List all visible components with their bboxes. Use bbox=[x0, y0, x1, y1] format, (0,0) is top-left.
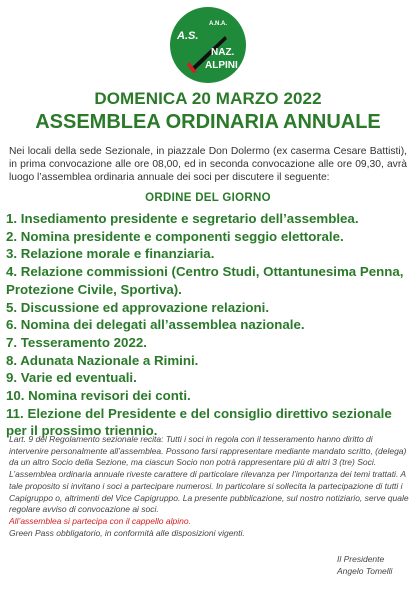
alpini-feather-hat-emblem-icon bbox=[169, 6, 247, 84]
signature-role: Il Presidente bbox=[337, 554, 385, 564]
logo-circle bbox=[170, 7, 246, 83]
agenda-heading: ORDINE DEL GIORNO bbox=[145, 192, 271, 204]
logo-top-text: A.N.A. bbox=[209, 21, 227, 27]
regulation-note: Lart. 9 del Regolamento sezionale recita: Tutti i soci in regola con il tesseramento hanno diritto di intervenire personalmente all’assemblea. Possono farsi rappresentare mediante mandato scritto, (delega) da un altro Socio della Sezione, ma ciascun Socio non potrà rappresentare più di altri 3 (tre) Soci. L’assemblea ordinaria annuale riveste carattere di particolare rilevanza per l’importanza dei temi trattati. A tale proposito si invitano i soci a partecipare numerosi. In particolare si sollecita la partecipazione di tutti i Capigruppo o, altrimenti del Vice Capigruppo. La presente pubblicazione, sul nostro notiziario, serve quale regolare avviso di convocazione ai soci. bbox=[9, 434, 409, 515]
event-title: ASSEMBLEA ORDINARIA ANNUALE bbox=[35, 111, 381, 133]
agenda-item: 4. Relazione commissioni (Centro Studi, Ottantunesima Penna, Protezione Civile, Sportiva). bbox=[6, 264, 404, 297]
hat-note: All’assemblea si partecipa con il cappello alpino. bbox=[9, 515, 191, 526]
agenda-item: 1. Insediamento presidente e segretario dell’assemblea. bbox=[6, 211, 359, 226]
event-date: DOMENICA 20 MARZO 2022 bbox=[94, 89, 322, 108]
agenda-list bbox=[6, 210, 412, 440]
signature-block bbox=[337, 554, 392, 577]
agenda-item: 7. Tesseramento 2022. bbox=[6, 334, 147, 350]
logo-bottom-text: ALPINI bbox=[205, 60, 238, 71]
alpini-logo bbox=[169, 6, 247, 84]
agenda-item: 3. Relazione morale e finanziaria. bbox=[6, 246, 215, 262]
agenda-item: 9. Varie ed eventuali. bbox=[6, 370, 137, 386]
agenda-item: 6. Nomina dei delegati all’assemblea nazionale. bbox=[6, 317, 305, 333]
notes-block bbox=[9, 434, 409, 539]
green-pass-note: Green Pass obbligatorio, in conformità alle disposizioni vigenti. bbox=[9, 527, 245, 538]
logo-left-text: A.S. bbox=[177, 30, 199, 42]
agenda-item: 2. Nomina presidente e componenti seggio elettorale. bbox=[6, 228, 344, 244]
signature-name: Angelo Tomelli bbox=[337, 565, 393, 576]
intro-paragraph: Nei locali della sede Sezionale, in piazzale Don Dolermo (ex caserma Cesare Battisti), in prima convocazione alle ore 08,00, ed in seconda convocazione alle ore 09,30, avrà luogo l’assemblea ordinaria annuale dei soci per discutere il seguente: bbox=[9, 146, 407, 184]
agenda-item: 11. Elezione del Presidente e del consiglio direttivo sezionale per il prossimo triennio. bbox=[6, 405, 392, 439]
agenda-item: 8. Adunata Nazionale a Rimini. bbox=[6, 352, 199, 368]
agenda-item: 5. Discussione ed approvazione relazioni. bbox=[6, 299, 270, 315]
logo-right-text: NAZ. bbox=[211, 47, 235, 58]
agenda-item: 10. Nomina revisori dei conti. bbox=[6, 388, 191, 404]
